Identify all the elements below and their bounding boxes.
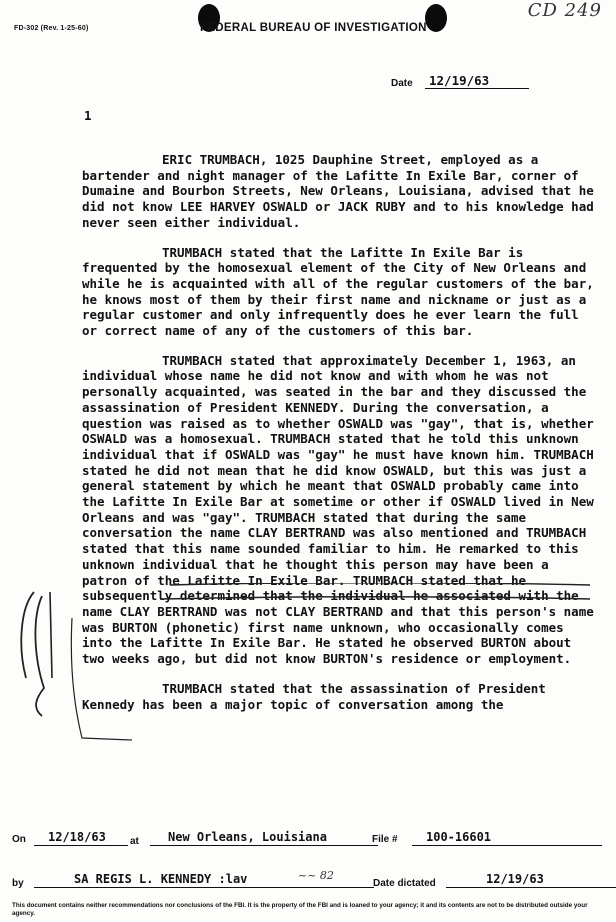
- form-number: FD-302 (Rev. 1-25-60): [14, 25, 89, 32]
- date-value: 12/19/63: [425, 73, 529, 89]
- by-label: by: [12, 878, 24, 889]
- confidentiality-notice: This document contains neither recommendations nor conclusions of the FBI. It is the property of the FBI and is loaned to your agency; it and its contents are not to be distributed outside your agency.: [12, 902, 588, 917]
- dictated-date: 12/19/63: [446, 872, 616, 888]
- paragraph: ERIC TRUMBACH, 1025 Dauphine Street, employed as a bartender and night manager of the Lafitte In Exile Bar, corner of Dumaine and Bourbon Streets, New Orleans, Louisiana, advised that he did not know LEE HARVEY OSWALD or JACK RUBY and to his knowledge had never seen either individual.: [82, 152, 594, 230]
- handwritten-reference: CD 249: [527, 0, 602, 21]
- date-label: Date: [391, 78, 413, 89]
- paragraph: TRUMBACH stated that approximately December 1, 1963, an individual whose name he did not know and with whom he was not personally acquainted, was seated in the bar and they discussed the assassination of President KENNEDY. During the conversation, a question was raised as to whether OSWALD was "gay", that is, whether OSWALD was a homosexual. TRUMBACH stated that he told this unknown individual that if OSWALD was "gay" he must have known him. TRUMBACH stated he did not mean that he did know OSWALD, but this was just a general statement by which he meant that OSWALD probably came into the Lafitte In Exile Bar at sometime or other if OSWALD lived in New Orleans and was "gay". TRUMBACH stated that during the same conversation the name CLAY BERTRAND was also mentioned and TRUMBACH stated that this name sounded familiar to him. He remarked to this unknown individual that he thought this person may have been a patron of the Lafitte In Exile Bar. TRUMBACH stated that he subsequently determined that the individual he associated with the name CLAY BERTRAND was not CLAY BERTRAND and that this person's name was BURTON (phonetic) first name unknown, who occasionally comes into the Lafitte In Exile Bar. He stated he observed BURTON about two weeks ago, but did not know BURTON's residence or employment.: [82, 352, 594, 667]
- punch-hole-right: [425, 4, 447, 32]
- interview-location: New Orleans, Louisiana: [150, 830, 378, 846]
- at-label: at: [130, 836, 139, 847]
- document-body: [82, 152, 597, 726]
- interview-date: 12/18/63: [34, 830, 128, 846]
- footer-interview-line: [12, 834, 26, 845]
- paragraph: TRUMBACH stated that the Lafitte In Exile Bar is frequented by the homosexual element of the City of New Orleans and while he is acquainted with all of the regular customers of the bar, he knows most of them by their first name and nickname or just as a regular customer and only infrequently does he ever learn the full or correct name of any of the customers of this bar.: [82, 244, 594, 339]
- agent-name: SA REGIS L. KENNEDY :lav: [34, 872, 374, 888]
- file-number: 100-16601: [412, 830, 602, 846]
- handwritten-underline: [160, 583, 600, 603]
- agency-heading: FEDERAL BUREAU OF INVESTIGATION: [200, 22, 427, 34]
- handwritten-margin-bracket: [12, 588, 132, 748]
- on-label: On: [12, 834, 26, 845]
- file-label: File #: [372, 834, 398, 845]
- dictated-label: Date dictated: [373, 878, 436, 889]
- paragraph: TRUMBACH stated that the assassination of President Kennedy has been a major topic of conversation among the: [82, 680, 546, 712]
- handwritten-initials: ~~ 82: [298, 869, 334, 882]
- page-number: 1: [84, 108, 92, 123]
